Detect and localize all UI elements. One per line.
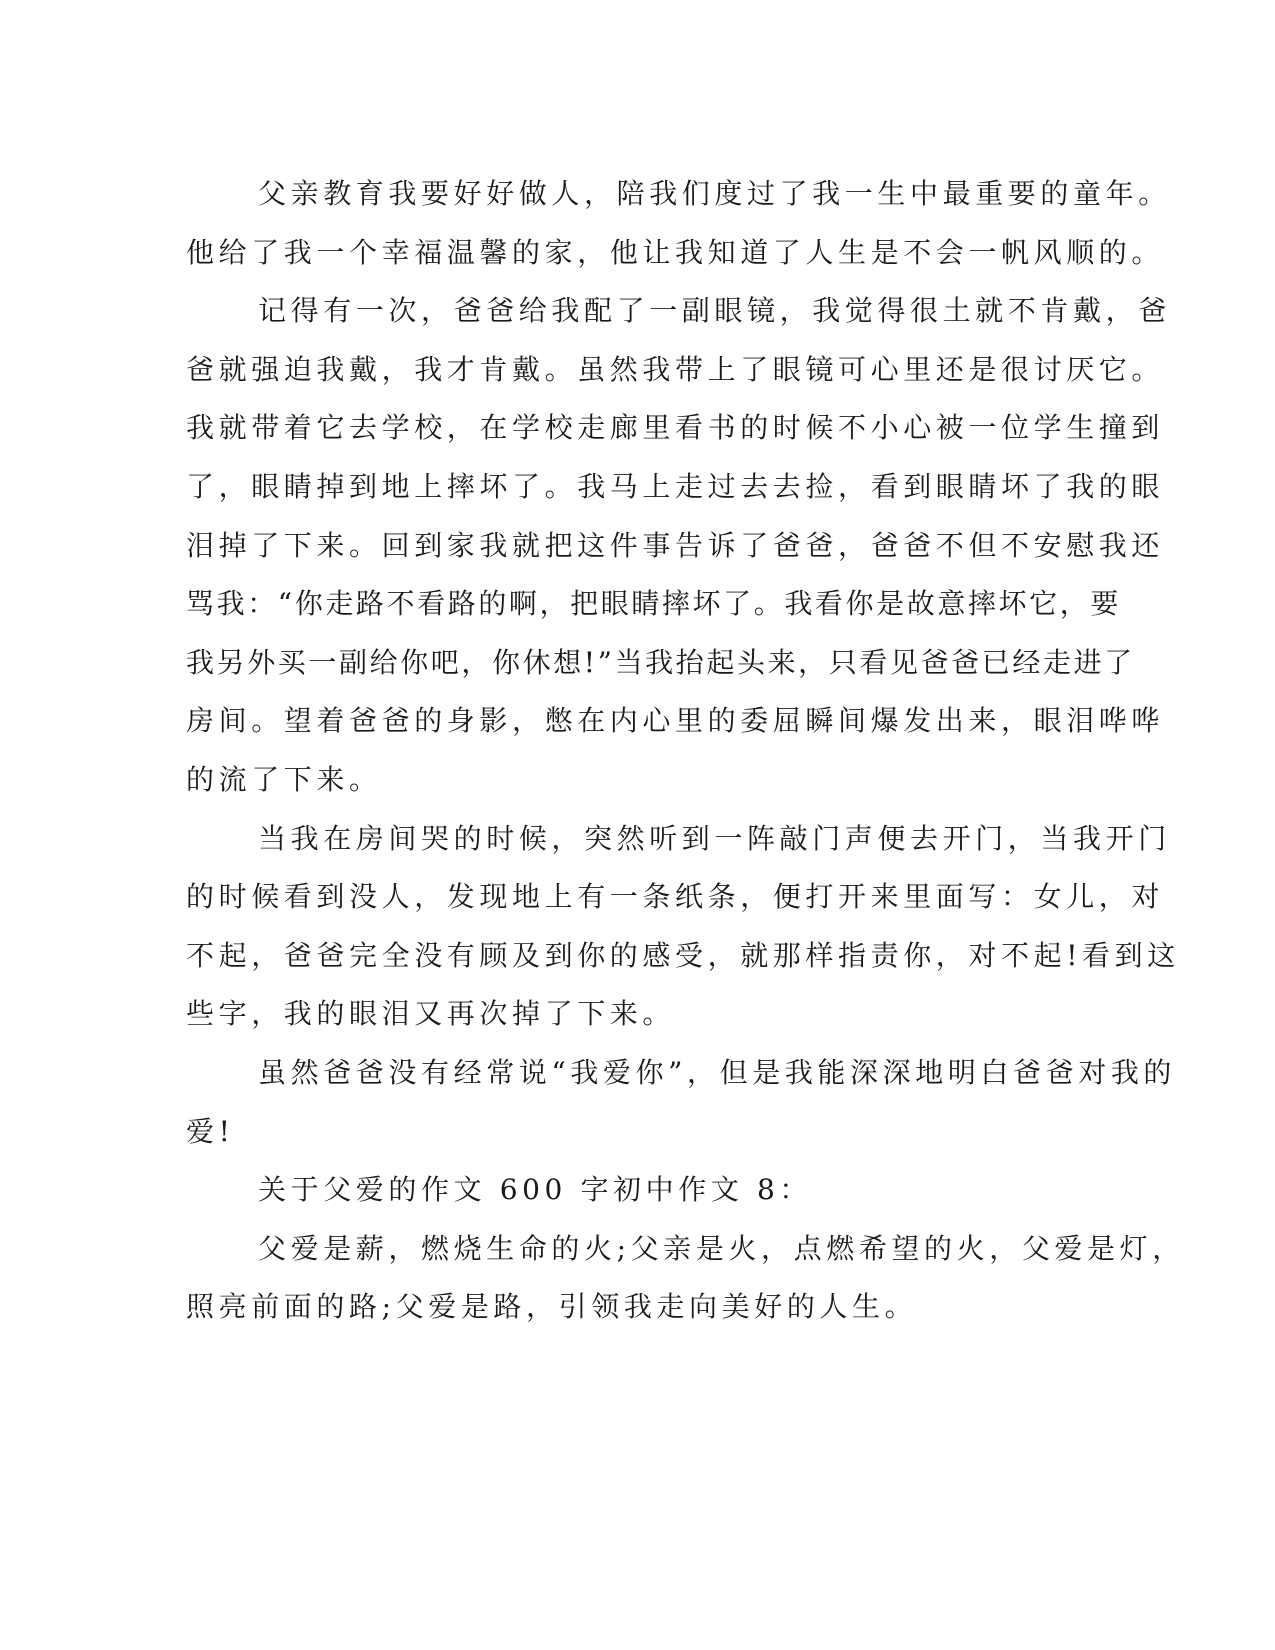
essay-heading: 关于父爱的作文 600 字初中作文 8：: [258, 1173, 812, 1207]
paragraph-2-line-5: 泪掉了下来。回到家我就把这件事告诉了爸爸，爸爸不但不安慰我还: [186, 528, 1165, 562]
paragraph-2-line-8: 房间。望着爸爸的身影，憋在内心里的委屈瞬间爆发出来，眼泪哗哗: [186, 704, 1165, 738]
paragraph-4-line-1: 虽然爸爸没有经常说“我爱你”，但是我能深深地明白爸爸对我的: [258, 1055, 1177, 1089]
paragraph-2-line-6: 骂我：“你走路不看路的啊，把眼睛摔坏了。我看你是故意摔坏它，要: [186, 587, 1121, 621]
paragraph-4-line-2: 爱!: [186, 1114, 235, 1148]
paragraph-2-line-9: 的流了下来。: [186, 762, 382, 796]
paragraph-2-line-4: 了，眼睛掉到地上摔坏了。我马上走过去去捡，看到眼睛坏了我的眼: [186, 469, 1165, 503]
paragraph-3-line-3: 不起，爸爸完全没有顾及到你的感受，就那样指责你，对不起!看到这: [186, 938, 1180, 972]
paragraph-5-line-2: 照亮前面的路;父爱是路，引领我走向美好的人生。: [186, 1290, 918, 1324]
paragraph-1-line-2: 他给了我一个幸福温馨的家，他让我知道了人生是不会一帆风顺的。: [186, 235, 1165, 269]
paragraph-3-line-1: 当我在房间哭的时候，突然听到一阵敲门声便去开门，当我开门: [258, 821, 1171, 855]
paragraph-2-line-3: 我就带着它去学校，在学校走廊里看书的时候不小心被一位学生撞到: [186, 411, 1165, 445]
paragraph-3-line-2: 的时候看到没人，发现地上有一条纸条，便打开来里面写：女儿，对: [186, 880, 1165, 914]
document-body: [186, 165, 1186, 1337]
paragraph-2-line-2: 爸就强迫我戴，我才肯戴。虽然我带上了眼镜可心里还是很讨厌它。: [186, 352, 1165, 386]
paragraph-5-line-1: 父爱是薪，燃烧生命的火;父亲是火，点燃希望的火，父爱是灯，: [258, 1231, 1185, 1265]
paragraph-3-line-4: 些字，我的眼泪又再次掉了下来。: [186, 997, 676, 1031]
paragraph-1-line-1: 父亲教育我要好好做人，陪我们度过了我一生中最重要的童年。: [258, 177, 1171, 210]
paragraph-2-line-1: 记得有一次，爸爸给我配了一副眼镜，我觉得很土就不肯戴，爸: [258, 294, 1171, 328]
paragraph-2-line-7: 我另外买一副给你吧，你休想!”当我抬起头来，只看见爸爸已经走进了: [186, 645, 1135, 679]
